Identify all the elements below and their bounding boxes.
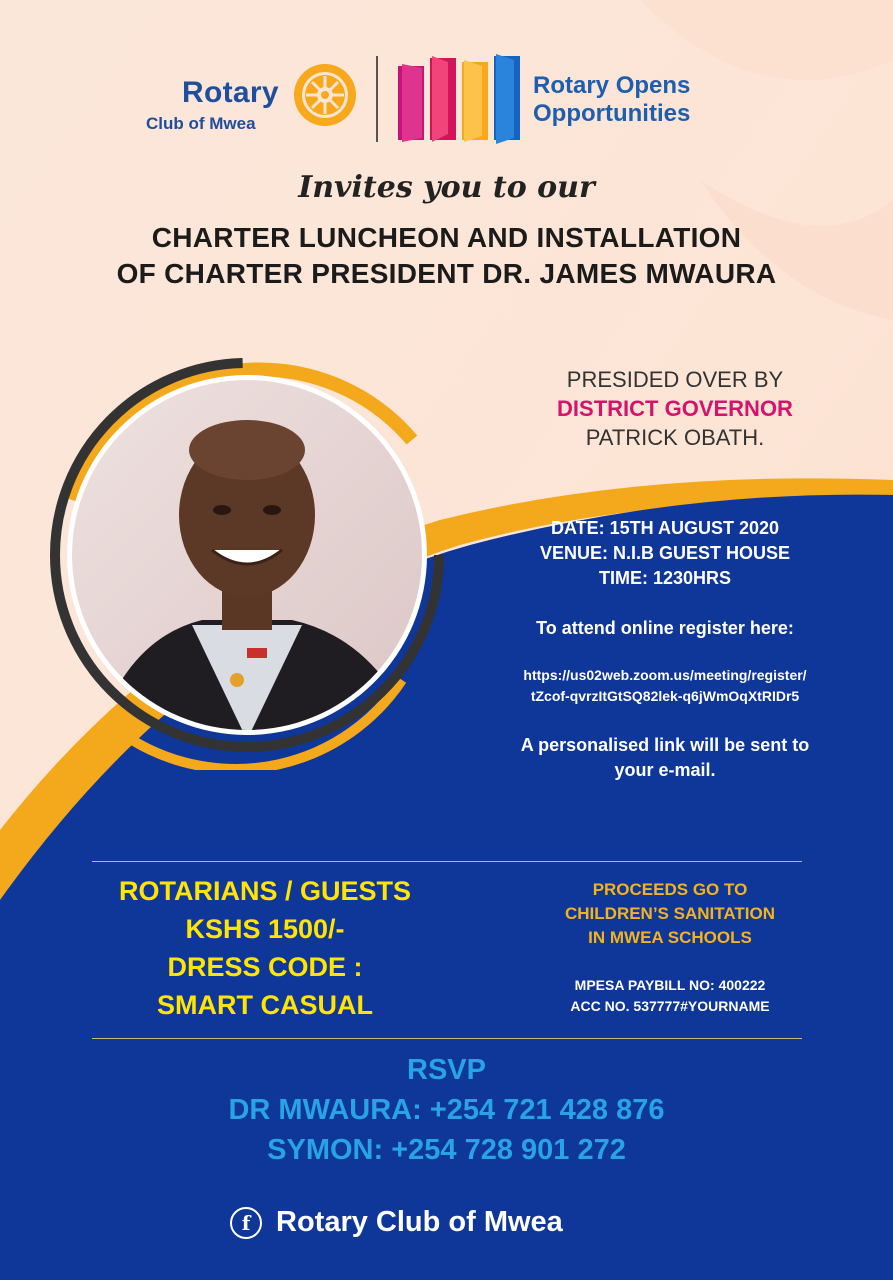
fees-block [60, 872, 470, 1024]
event-time: TIME: 1230HRS [598, 568, 732, 588]
divider-bottom [92, 1038, 802, 1039]
fees-amount: KSHS 1500/- [185, 914, 345, 944]
payment-info [520, 975, 820, 1017]
registration-url-line-2[interactable]: tZcof-qvrzItGtSQ82lek-q6jWmOqXtRIDr5 [530, 688, 800, 704]
event-date: DATE: 15TH AUGUST 2020 [550, 518, 780, 538]
dress-code-label: DRESS CODE : [167, 952, 363, 982]
proceeds-line-2: CHILDREN’S SANITATION [565, 904, 775, 923]
rsvp-contact-mwaura[interactable]: DR MWAURA: +254 721 428 876 [228, 1094, 665, 1126]
facebook-icon[interactable]: f [230, 1207, 262, 1239]
portrait-photo [42, 350, 462, 770]
event-title-line-1: CHARTER LUNCHEON AND INSTALLATION [151, 222, 742, 253]
presided-block [520, 365, 830, 452]
district-governor-label: DISTRICT GOVERNOR [557, 396, 793, 421]
theme-tagline [533, 72, 690, 128]
event-details [470, 516, 860, 591]
mpesa-account: ACC NO. 537777#YOURNAME [570, 998, 770, 1014]
personal-note-line-2: your e-mail. [614, 760, 716, 780]
registration-link[interactable] [450, 665, 880, 707]
registration-url-line-1[interactable]: https://us02web.zoom.us/meeting/register/ [523, 667, 807, 683]
proceeds-line-1: PROCEEDS GO TO [592, 880, 748, 899]
event-title [0, 220, 893, 292]
doors-logo-icon [398, 54, 522, 144]
register-label: To attend online register here: [536, 618, 794, 638]
rsvp-title: RSVP [407, 1054, 486, 1086]
governor-name: PATRICK OBATH. [585, 425, 765, 450]
proceeds-block [520, 878, 820, 950]
event-title-line-2: OF CHARTER PRESIDENT DR. JAMES MWAURA [116, 258, 777, 289]
proceeds-line-3: IN MWEA SCHOOLS [588, 928, 752, 947]
invite-script: Invites you to our [298, 170, 595, 205]
mpesa-paybill: MPESA PAYBILL NO: 400222 [574, 977, 766, 993]
dress-code-value: SMART CASUAL [157, 990, 373, 1020]
rotary-wordmark: Rotary [182, 76, 279, 109]
rsvp-block [0, 1050, 893, 1170]
theme-line-2: Opportunities [533, 100, 691, 127]
header-divider [376, 56, 378, 142]
theme-line-1: Rotary Opens [533, 72, 691, 99]
club-name: Club of Mwea [146, 114, 256, 133]
presided-line-1: PRESIDED OVER BY [566, 367, 784, 392]
divider-top [92, 861, 802, 862]
rsvp-contact-symon[interactable]: SYMON: +254 728 901 272 [267, 1134, 626, 1166]
facebook-footer[interactable] [230, 1206, 563, 1239]
rotary-wheel-icon [292, 62, 358, 128]
personal-link-note [470, 733, 860, 783]
facebook-page-name[interactable]: Rotary Club of Mwea [276, 1206, 563, 1238]
fees-audience: ROTARIANS / GUESTS [118, 876, 412, 906]
personal-note-line-1: A personalised link will be sent to [520, 735, 810, 755]
event-venue: VENUE: N.I.B GUEST HOUSE [539, 543, 791, 563]
